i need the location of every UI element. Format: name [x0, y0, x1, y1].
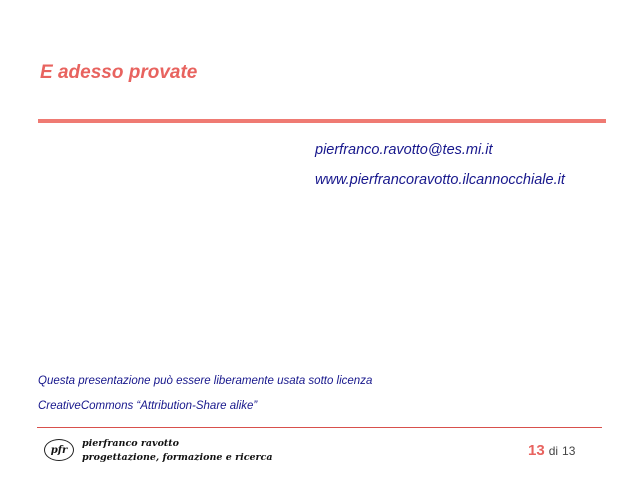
pfr-logo: pfr: [44, 439, 74, 461]
email-link[interactable]: pierfranco.ravotto@tes.mi.it: [315, 142, 493, 158]
license-text-line-2: CreativeCommons “Attribution-Share alike”: [38, 400, 258, 412]
brand-tagline: progettazione, formazione e ricerca: [82, 452, 273, 463]
current-page: 13: [528, 442, 545, 459]
page-indicator: [528, 442, 575, 460]
footer-divider: [37, 427, 602, 428]
brand-name: pierfranco ravotto: [82, 438, 180, 449]
title-divider: [38, 119, 606, 123]
page-separator: di: [548, 444, 559, 458]
website-link[interactable]: www.pierfrancoravotto.ilcannocchiale.it: [315, 172, 565, 188]
slide-title: E adesso provate: [40, 62, 198, 83]
license-text-line-1: Questa presentazione può essere liberamente usata sotto licenza: [38, 375, 373, 387]
total-pages: 13: [562, 444, 576, 458]
